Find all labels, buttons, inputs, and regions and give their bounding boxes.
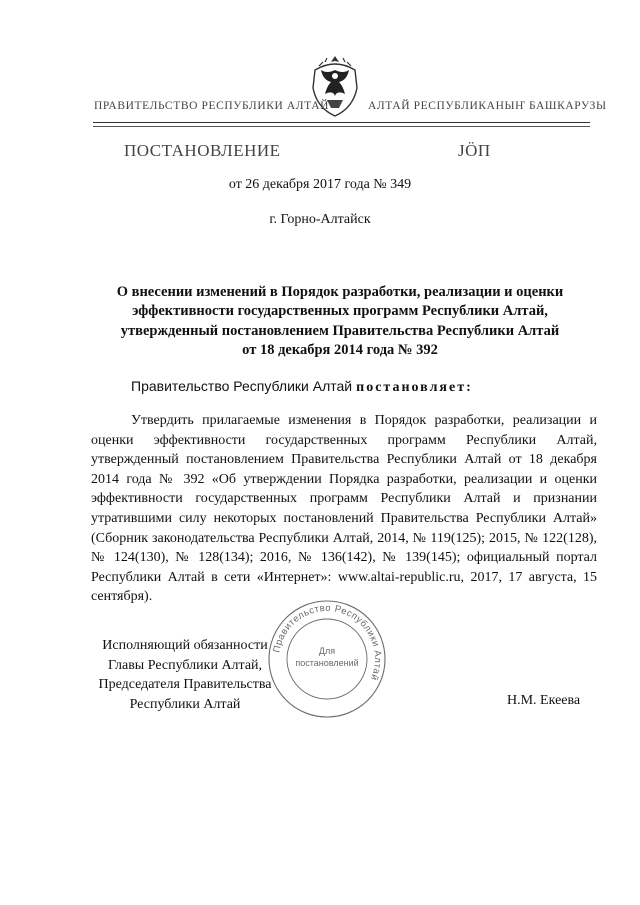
stamp-ring-text: Правительство Республики Алтай: [271, 602, 384, 683]
signatory-position-line: Республики Алтай: [129, 696, 241, 712]
signatory-position-line: Председателя Правительства: [98, 677, 272, 693]
document-city: г. Горно-Алтайск: [269, 212, 371, 227]
preamble-verb: постановляет:: [356, 380, 473, 395]
letterhead-divider: [93, 122, 590, 123]
title-line: утвержденный постановлением Правительства Республики Алтай: [120, 322, 560, 339]
document-title: [90, 283, 590, 361]
stamp-center-line: Для: [318, 646, 336, 656]
signatory-name: Н.М. Екеева: [507, 693, 581, 708]
official-stamp: [264, 596, 390, 722]
title-line: от 18 декабря 2014 года № 392: [242, 342, 438, 359]
stamp-center-line: постановлений: [295, 658, 359, 668]
letterhead-government-name: ПРАВИТЕЛЬСТВО РЕСПУБЛИКИ АЛТАЙ: [94, 100, 330, 112]
preamble-text: Правительство Республики Алтай: [131, 378, 353, 394]
title-line: О внесении изменений в Порядок разработки, реализации и оценки: [116, 284, 564, 300]
document-type-label-altai: ЈӦП: [458, 141, 491, 160]
preamble: [131, 378, 473, 396]
document-body: Утвердить прилагаемые изменения в Порядок разработки, реализации и оценки эффективности государственных программ Республики Алтай, утвержденный постановлением Правительства Республики Алтай от 18 декабря 2014 года № 392 «Об утверждении Порядка разработки, реализации и оценки эффективности государственных программ Республики Алтай и признании утратившими силу некоторых постановлений Правительства Республики Алтай» (Сборник законодательства Республики Алтай, 2014, № 119(125); 2015, № 122(128), № 124(130), № 128(134); 2016, № 136(142), № 139(145); официальный портал Республики Алтай в сети «Интернет»: www.altai-republic.ru, 2017, 17 августа, 15 сентября).: [91, 413, 597, 605]
document-date-number: от 26 декабря 2017 года № 349: [228, 177, 412, 192]
document-type-label: ПОСТАНОВЛЕНИЕ: [124, 141, 281, 160]
title-line: эффективности государственных программ Республики Алтай,: [132, 303, 548, 320]
signatory-position: [90, 636, 280, 714]
letterhead-divider-thin: [93, 126, 590, 127]
letterhead-government-name-altai: АЛТАЙ РЕСПУБЛИКАНЫҤ БАШКАРУЗЫ: [368, 100, 607, 112]
signatory-position-line: Исполняющий обязанности: [102, 638, 268, 653]
signatory-position-line: Главы Республики Алтай,: [107, 657, 263, 673]
